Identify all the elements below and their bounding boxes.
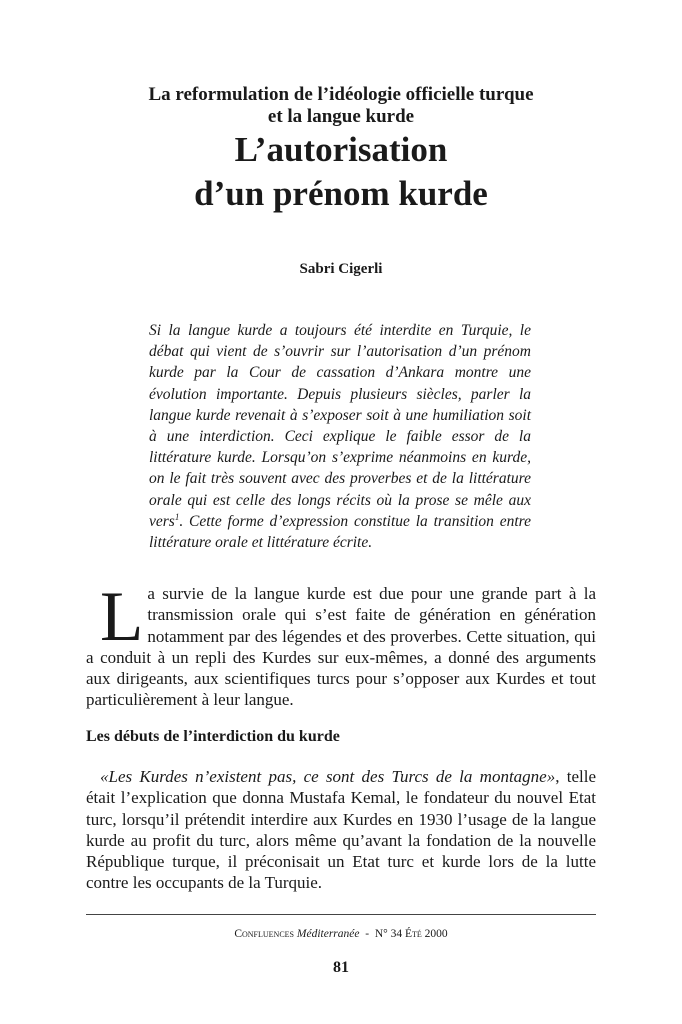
footer-separator: - (365, 928, 370, 940)
body-paragraph-2 (86, 766, 596, 894)
supertitle-line-2: et la langue kurde (267, 106, 415, 127)
author-name: Sabri Cigerli (299, 261, 383, 277)
footer-divider (86, 914, 596, 915)
paragraph-2-quote: «Les Kurdes n’existent pas, ce sont des Turcs de la montagne» (100, 767, 556, 786)
issue-season: Été 2000 (404, 928, 448, 940)
page-number: 81 (333, 959, 349, 976)
section-heading: Les débuts de l’interdiction du kurde (86, 728, 340, 745)
issue-number: N° 34 (374, 928, 403, 940)
journal-name-italic: Méditerranée (296, 928, 360, 940)
article-title (40, 128, 642, 216)
article-supertitle (60, 84, 622, 128)
footnote-marker: 1 (174, 511, 180, 522)
abstract-text-before-note: Si la langue kurde a toujours été interdite en Turquie, le débat qui vient de s’ouvrir sur l’autorisation d’un prénom kurde par la Cour de cassation d’Ankara montre une évolution importante. Depuis plusieurs siècles, parler la langue kurde revenait à s’exposer soit à une humiliation soit à une interdiction. Ceci explique le faible essor de la littérature kurde. Lorsqu’on s’exprime néanmoins en kurde, on le fait très souvent avec des proverbes et de la littérature orale qui est celle des longs récits où la prose se mêle aux vers (149, 322, 531, 530)
paragraph-2-text: , telle était l’explication que donna Mustafa Kemal, le fondateur du nouvel Etat turc, lorsqu’il prétendit interdire aux Kurdes en 1930 l’usage de la langue kurde au profit du turc, alors même qu’avant la fondation de la nouvelle République turque, il préconisait un Etat turc et kurde lors de la lutte contre les occupants de la Turquie. (86, 767, 596, 893)
body-paragraph-1 (86, 578, 596, 711)
abstract-text-after-note: . Cette forme d’expression constitue la transition entre littérature orale et littérature écrite. (149, 512, 531, 552)
title-line-2: d’un prénom kurde (194, 174, 488, 213)
drop-cap: L (100, 578, 144, 656)
journal-footer (0, 927, 682, 941)
abstract (149, 320, 531, 553)
journal-name: Confluences (234, 928, 295, 940)
title-line-1: L’autorisation (234, 130, 448, 169)
supertitle-line-1: La reformulation de l’idéologie officielle turque (148, 84, 534, 105)
paragraph-1-text: a survie de la langue kurde est due pour une grande part à la transmission orale qui s’est faite de génération en génération notamment par des légendes et des proverbes. Cette situation, qui a conduit à un repli des Kurdes sur eux-mêmes, a donné des arguments aux dirigeants, aux scientifiques turcs pour s’opposer aux Kurdes et tout particulièrement à leur langue. (86, 584, 596, 710)
